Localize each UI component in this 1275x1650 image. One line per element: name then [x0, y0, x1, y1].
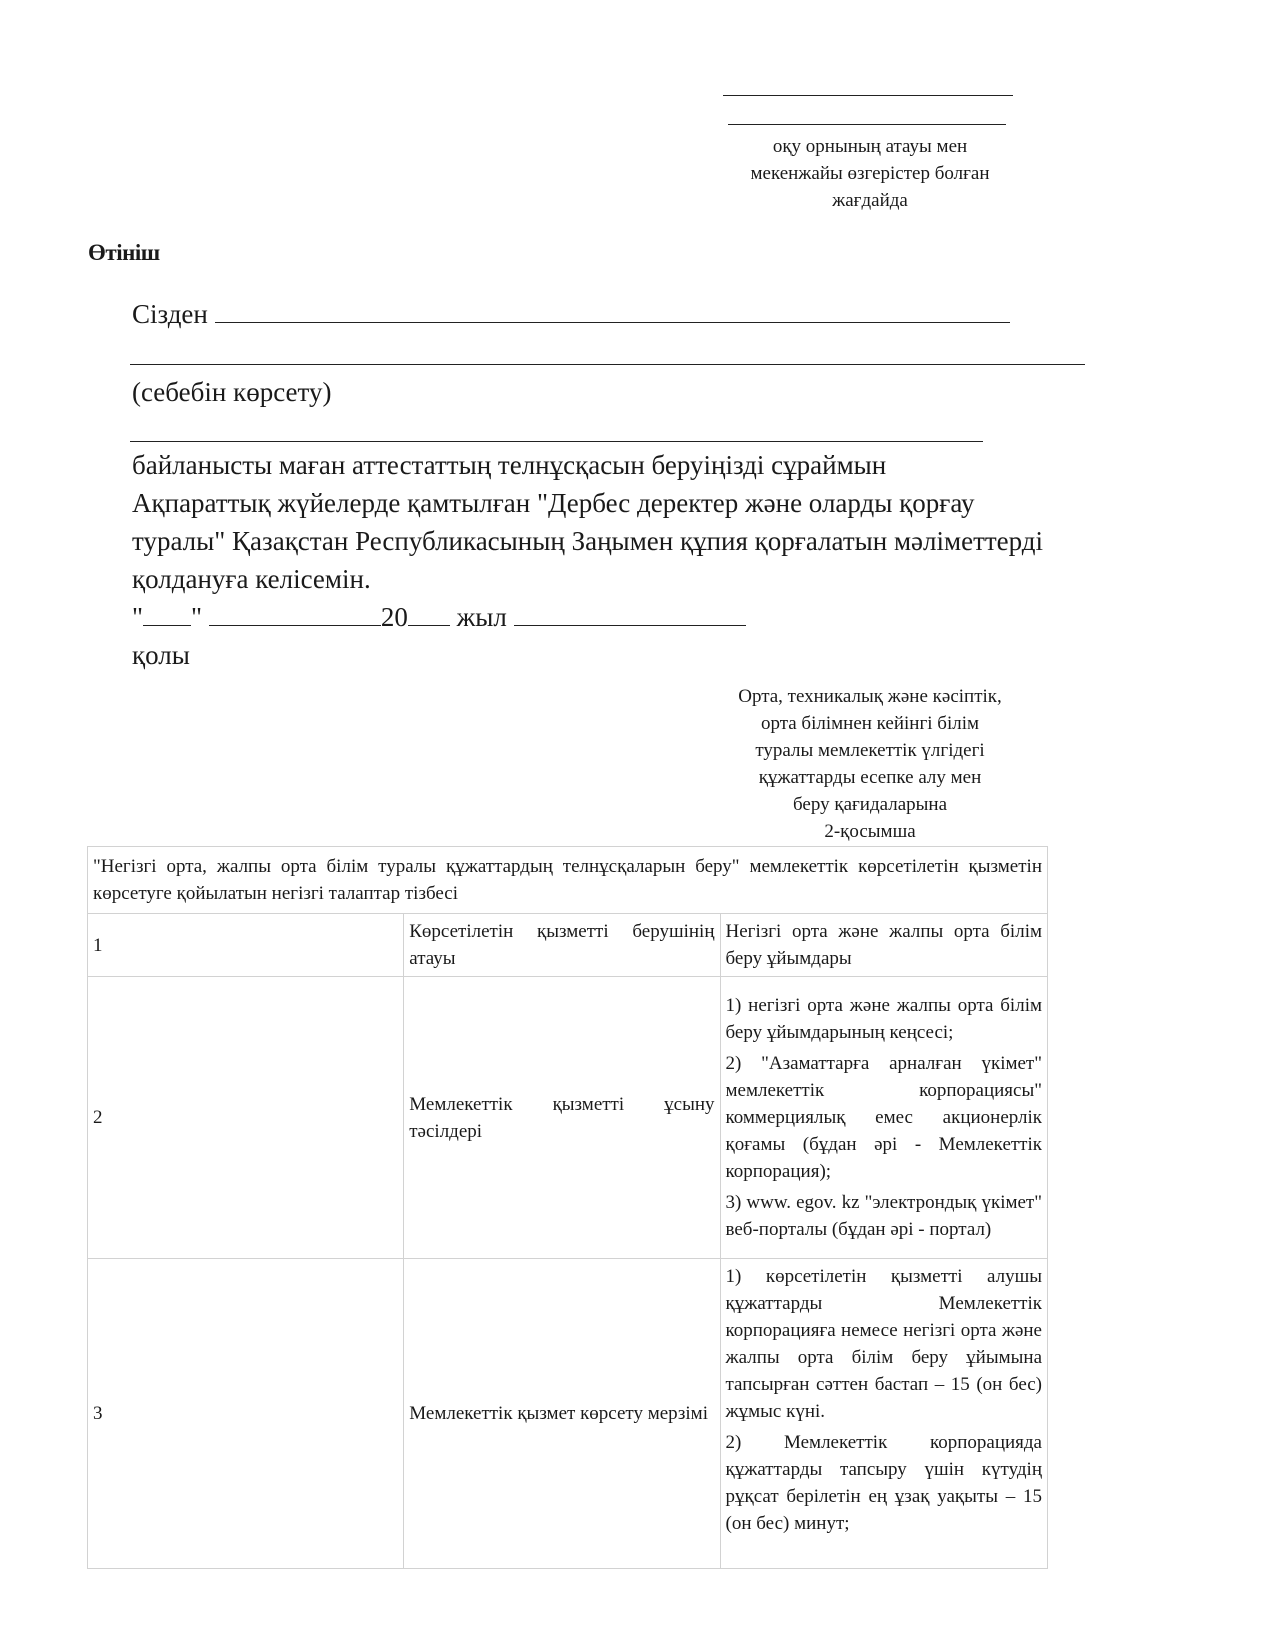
table-header-row [88, 847, 1048, 914]
value-paragraph: 1) негізгі орта және жалпы орта білім беру ұйымдарының кеңсесі; [725, 995, 1042, 1043]
address-caption-line: жағдайда [832, 190, 908, 211]
consent-line: қолдануға келісемін. [132, 564, 371, 594]
address-caption-line: мекенжайы өзгерістер болған [750, 163, 990, 184]
row-number: 3 [88, 1259, 404, 1569]
reason-label: (себебін көрсету) [132, 377, 332, 407]
value-paragraph: 2) "Азаматтарға арналған үкімет" мемлекеттік корпорациясы" коммерциялық емес акционерлік қоғамы (бұдан әрі - Мемлекеттік корпорация); [725, 1053, 1042, 1182]
signature-label: қолы [132, 640, 190, 670]
from-name-field[interactable] [215, 300, 1010, 323]
table-header: "Негізгі орта, жалпы орта білім туралы құжаттардың телнұсқаларын беру" мемлекеттік көрсетілетін қызметін көрсетуге қойылатын негізгі талаптар тізбесі [88, 847, 1048, 914]
date-year-prefix: 20 [380, 602, 408, 632]
date-year-suffix: жыл [456, 602, 507, 632]
date-quote-open: " [132, 602, 144, 632]
row-value [720, 1259, 1048, 1569]
address-caption-line: оқу орнының атауы мен [772, 136, 968, 157]
annex-line: туралы мемлекеттік үлгідегі [755, 740, 985, 761]
row-number: 1 [88, 914, 404, 977]
from-continuation-field[interactable] [130, 364, 1085, 365]
address-caption [700, 133, 1040, 214]
institution-address-line[interactable] [728, 124, 1006, 125]
annex-line: 2-қосымша [824, 821, 916, 842]
document-title: Өтініш [88, 240, 160, 265]
row-label: Мемлекеттік қызметті ұсыну тәсілдері [404, 977, 720, 1259]
annex-caption [700, 683, 1040, 845]
date-row [132, 598, 746, 636]
consent-line: Ақпараттық жүйелерде қамтылған "Дербес деректер және оларды қорғау [132, 488, 975, 518]
table-row [88, 914, 1048, 977]
annex-line: беру қағидаларына [792, 794, 948, 815]
value-paragraph: 3) www. egov. kz "электрондық үкімет" веб-порталы (бұдан әрі - портал) [725, 1192, 1042, 1240]
table-row [88, 977, 1048, 1259]
request-text: байланысты маған аттестаттың телнұсқасын беруіңізді сұраймын [132, 450, 887, 480]
date-quote-close: " [191, 602, 203, 632]
consent-line: туралы" Қазақстан Республикасының Заңымен құпия қорғалатын мәліметтерді [132, 526, 1044, 556]
value-paragraph: Негізгі орта және жалпы орта білім беру ұйымдары [725, 921, 1042, 969]
row-value [720, 977, 1048, 1259]
from-label: Сізден [132, 299, 208, 329]
row-label: Мемлекеттік қызмет көрсету мерзімі [404, 1259, 720, 1569]
requirements-table [87, 846, 1048, 1569]
reason-field[interactable] [130, 441, 983, 442]
institution-name-line[interactable] [723, 95, 1013, 96]
row-number: 2 [88, 977, 404, 1259]
row-label: Көрсетілетін қызметті берушінің атауы [404, 914, 720, 977]
annex-line: Орта, техникалық және кәсіптік, [738, 686, 1002, 707]
date-month-field[interactable] [209, 603, 381, 626]
date-year-field[interactable] [408, 603, 450, 626]
value-paragraph: 2) Мемлекеттік корпорацияда құжаттарды тапсыру үшін күтудің рұқсат берілетін ең ұзақ уақыты – 15 (он бес) минут; [725, 1432, 1042, 1534]
from-row [132, 295, 1010, 333]
value-paragraph: 1) көрсетілетін қызметті алушы құжаттарды Мемлекеттік корпорацияға немесе негізгі орта және жалпы орта білім беру ұйымына тапсырған сәттен бастап – 15 (он бес) жұмыс күні. [725, 1266, 1042, 1422]
date-day-field[interactable] [143, 603, 191, 626]
annex-line: құжаттарды есепке алу мен [758, 767, 982, 788]
table-row [88, 1259, 1048, 1569]
annex-line: орта білімнен кейінгі білім [760, 713, 980, 734]
row-value [720, 914, 1048, 977]
signature-field[interactable] [514, 603, 746, 626]
